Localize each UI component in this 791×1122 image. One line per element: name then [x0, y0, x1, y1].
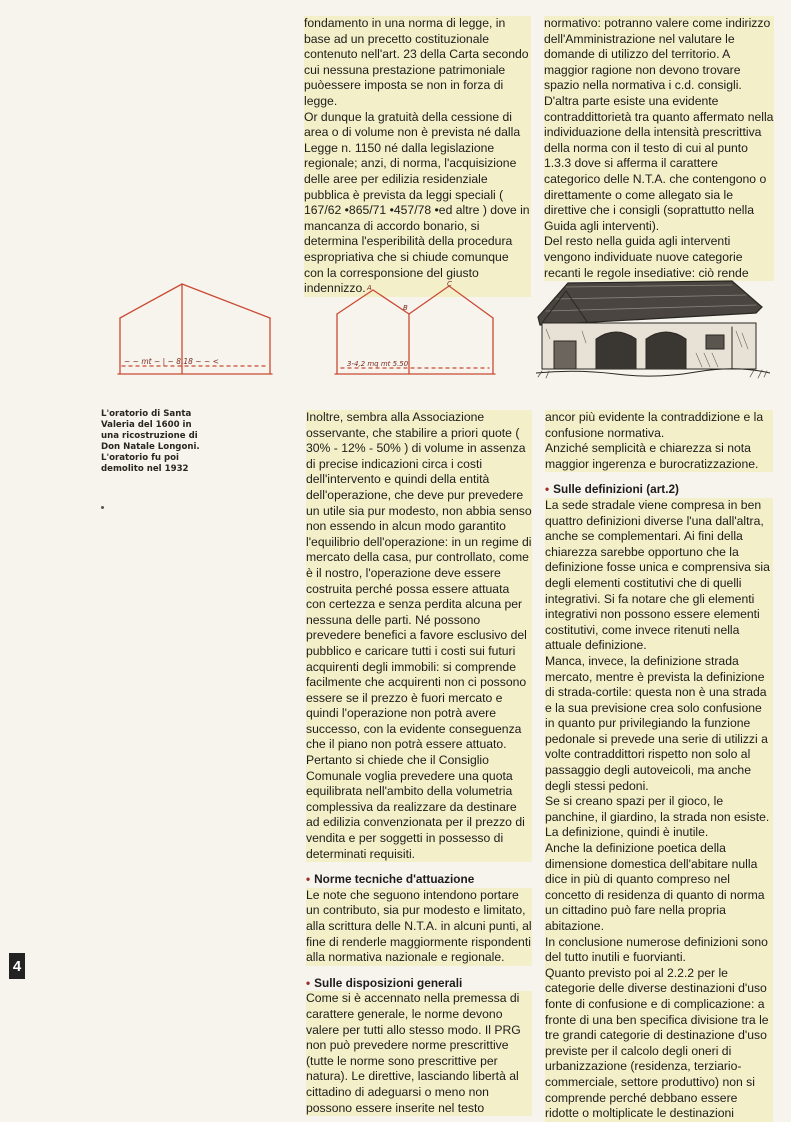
caption-line: L'oratorio di Santa — [101, 409, 192, 419]
heading-label: Sulle definizioni (art.2) — [553, 482, 679, 497]
paragraph: ancor più evidente la contraddizione e la confusione normativa. — [545, 410, 773, 441]
paragraph: Or dunque la gratuità della cessione di area o di volume non è prevista né dalla Legge n. 1150 né dalla legislazione regionale; anzi, di norma, l'acquisizione delle aree per edilizia residenziale pubblica è prevista da leggi speciali ( 167/62 •865/71 •457/78 •ed altre ) dove in mancanza di accordo bonario, si determina l'esperibilità della procedura espropriativa che si chiude comunque con la corresponsione del giusto indennizzo. — [304, 109, 530, 296]
paragraph: Anziché semplicità e chiarezza si nota maggior ingerenza e burocratizzazione. — [545, 441, 773, 472]
dimension-label: ~ ~ mt ~ | ~ 8.18 ~ ~ < — [124, 357, 219, 366]
paragraph: fondamento in una norma di legge, in base ad un precetto costituzionale contenuto nell'art. 23 della Carta secondo cui nessuna prestazione patrimoniale puòessere imposta se non in forza di legge. — [304, 16, 531, 110]
figure-caption — [101, 409, 201, 476]
section-heading-disposizioni — [306, 976, 532, 992]
caption-line: L'oratorio fu poi — [101, 453, 179, 464]
caption-line: una ricostruzione di — [101, 431, 198, 442]
top-right-column — [544, 16, 774, 281]
bullet-icon: • — [306, 872, 311, 887]
caption-line: Valeria del 1600 in — [101, 420, 192, 431]
paragraph: La sede stradale viene compresa in ben quattro definizioni diverse l'una dall'altra, anche se complementari. Ai fini della chiarezza sarebbe opportuno che la definizione fosse unica e comprensiva sia degli elementi costitutivi che di quelli integrativi. Si fa notare che gli elementi integrativi non possono essere elementi costitutivi, come invece ritenuti nella attuale definizione. — [545, 498, 773, 654]
label-b: B — [403, 304, 408, 312]
caption-line: demolito nel 1932 — [101, 464, 189, 475]
bottom-right-column — [545, 410, 773, 1122]
paragraph: D'altra parte esiste una evidente contraddittorietà tra quanto affermato nella individuazione della intensità prescrittiva della norma con il testo di cui al punto 1.3.3 dove si afferma il carattere categorico delle N.T.A. che contengono o direttamente o come allegato sia le direttive che i consigli (soprattutto nella Guida agli interventi). — [544, 93, 774, 233]
paragraph: Quanto previsto poi al 2.2.2 per le categorie delle diverse destinazioni d'uso fonte di confusione e di complicazione: a fronte di una ben specifica divisione tra le tre grandi categorie di destinazione d'uso previste per il calcolo degli oneri di urbanizzazione (residenza, terziario-commerciale, settore produttivo) non si comprende perché debbano essere ridotte o moltiplicate le destinazioni — [545, 966, 773, 1122]
sketch-section-left — [112, 278, 278, 384]
door — [554, 341, 576, 369]
paragraph: Anche la definizione poetica della dimensione domestica dell'abitare nulla dice in più di quanto compreso nel concetto di residenza di quanto di norma un cittadino può fare nella propria abitazione. — [545, 841, 773, 935]
label-c: C — [447, 280, 452, 288]
caption-line: Don Natale Longoni. — [101, 442, 200, 453]
sketch-section-middle — [333, 278, 499, 384]
roof — [538, 281, 762, 325]
arch-opening — [646, 332, 686, 369]
top-left-column — [304, 16, 531, 297]
heading-label: Sulle disposizioni generali — [314, 975, 463, 990]
arch-opening — [596, 332, 636, 369]
roof-line-a — [337, 290, 409, 314]
bottom-middle-column — [306, 410, 532, 1116]
heading-label: Norme tecniche d'attuazione — [314, 872, 475, 887]
paragraph: Le note che seguono intendono portare un contributo, sia pur modesto e limitato, alla scrittura delle N.T.A. in alcuni punti, al fine di renderle maggiormente rispondenti alla normativa nazionale e regionale. — [306, 887, 532, 965]
paragraph: Come si è accennato nella premessa di carattere generale, le norme devono valere per tutti allo stesso modo. Il PRG non può prevedere norme prescrittive (tutte le norme sono prescrittive per natura). Le direttive, lasciando libertà al cittadino di adeguarsi o meno non possono essere inserite nel testo — [306, 991, 532, 1116]
paragraph: Inoltre, sembra alla Associazione osservante, che stabilire a priori quote ( 30% - 12% - 50% ) di volume in assenza di precise indicazioni circa i costi dell'intervento e quindi della entità dell'operazione, che deve pur prevedere un utile sia pur modesto, non abbia senso non essendo in alcun modo garantito l'equilibrio dell'operazione: in un regime di mercato della casa, pur controllato, come è il nostro, l'operazione deve essere costruita perché possa essere attuata con certezza e senza perdita alcuna per nessuna delle parti. Né possono prevedere benefici a favore esclusivo del pubblico e caricare tutti i costi sui futuri acquirenti degli immobili: si comprende facilmente che acquirenti non ci possono essere se il prezzo è fuori mercato e quindi l'operazione non potrà avere successo, con la evidente conseguenza che il piano non potrà essere attuato. — [306, 410, 532, 752]
bullet-icon: • — [545, 482, 550, 497]
section-heading-definizioni — [545, 482, 773, 498]
dimension-label: 3-4,2 mq mt 5.50 — [347, 360, 409, 368]
section-heading-norme — [306, 872, 532, 888]
paragraph: Manca, invece, la definizione strada mercato, mentre è prevista la definizione di strada-cortile: questa non è una strada e la sua previsione crea solo confusione in quanto pur privilegiando la funzione pedonale si prevede una serie di utilizzi a volte contraddittori rispetto non solo al passaggio degli autoveicoli, ma anche degli stessi pedoni. — [545, 654, 773, 794]
page-number: 4 — [9, 953, 25, 979]
paragraph: Del resto nella guida agli interventi vengono individuate nuove categorie recanti le regole insediative: ciò rende — [544, 234, 774, 281]
print-speck — [101, 506, 104, 509]
sketch-oratory-drawing — [536, 277, 770, 381]
label-a: A — [367, 284, 372, 292]
paragraph: In conclusione numerose definizioni sono del tutto inutili e fuorvianti. — [545, 935, 773, 966]
bullet-icon: • — [306, 975, 311, 990]
window — [706, 335, 724, 349]
paragraph: Se si creano spazi per il gioco, le panchine, il giardino, la strada non esiste. La definizione, quindi è inutile. — [545, 794, 773, 841]
paragraph: normativo: potranno valere come indirizzo dell'Amministrazione nel valutare le domande di utilizzo del territorio. A maggior ragione non devono trovare spazio nella normativa i c.d. consigli. — [544, 16, 774, 94]
paragraph: Pertanto si chiede che il Consiglio Comunale voglia prevedere una quota equilibrata nell'ambito della volumetria complessiva da realizzare da destinare ad edilizia convenzionata per il prezzo di vendita e per soggetti in possesso di determinati requisiti. — [306, 753, 532, 862]
roof-line — [120, 284, 270, 318]
roof-line-c — [409, 286, 493, 318]
